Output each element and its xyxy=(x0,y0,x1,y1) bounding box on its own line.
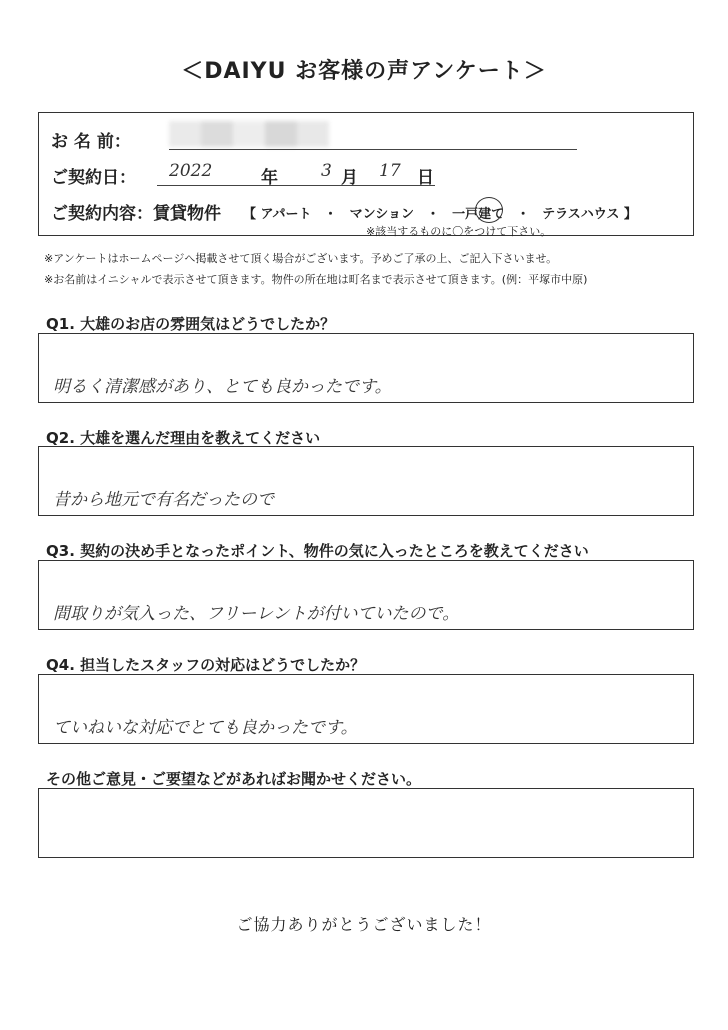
notice-initials: ※お名前はイニシャルで表示させて頂きます。物件の所在地は町名まで表示させて頂きます。(例：平塚市中原) xyxy=(44,273,588,286)
answer-1-text: 明るく清潔感があり、とても良かったです。 xyxy=(53,377,392,397)
year-label: 年 xyxy=(261,168,278,188)
question-3: Q3. 契約の決め手となったポイント、物件の気に入ったところを教えてください xyxy=(46,542,589,560)
thank-you-message: ご協力ありがとうございました！ xyxy=(236,915,492,934)
answer-box-other xyxy=(38,788,694,858)
date-underline xyxy=(157,185,435,186)
answer-2-text: 昔から地元で有名だったので xyxy=(53,490,274,510)
question-other: その他ご意見・ご要望などがあればお聞かせください。 xyxy=(46,770,422,788)
selection-circle xyxy=(475,197,503,223)
survey-title: ＜DAIYU お客様の声アンケート＞ xyxy=(181,59,547,84)
answer-box-3 xyxy=(38,560,694,630)
option-separator: ・ xyxy=(426,207,440,222)
name-label: お 名 前： xyxy=(51,132,131,152)
redacted-name xyxy=(169,121,329,147)
answer-3-text: 間取りが気入った、フリーレントが付いていたので。 xyxy=(53,604,460,624)
notice-publication: ※アンケートはホームページへ掲載させて頂く場合がございます。予めご了承の上、ご記入下さいませ。 xyxy=(44,252,558,265)
property-type-options xyxy=(239,203,641,222)
answer-box-2 xyxy=(38,446,694,516)
contract-year: 2022 xyxy=(169,161,213,181)
answer-4-text: ていねいな対応でとても良かったです。 xyxy=(53,718,358,738)
month-label: 月 xyxy=(341,168,358,188)
option-mansion: マンション xyxy=(349,207,414,222)
day-label: 日 xyxy=(417,168,434,188)
contract-day: 17 xyxy=(379,161,401,181)
selection-note: ※該当するものに〇をつけて下さい。 xyxy=(366,225,552,238)
answer-box-4 xyxy=(38,674,694,744)
question-4: Q4. 担当したスタッフの対応はどうでしたか？ xyxy=(46,656,366,674)
option-terrace-house: テラスハウス 】 xyxy=(542,207,637,222)
question-1: Q1. 大雄のお店の雰囲気はどうでしたか？ xyxy=(46,315,336,333)
name-underline xyxy=(169,149,577,150)
contract-month: 3 xyxy=(321,161,332,181)
option-separator: ・ xyxy=(324,207,338,222)
question-2: Q2. 大雄を選んだ理由を教えてください xyxy=(46,429,321,447)
contract-date-label: ご契約日： xyxy=(51,168,136,188)
option-detached-house: 一戸建て xyxy=(452,207,505,222)
customer-info-box xyxy=(38,112,694,236)
answer-box-1 xyxy=(38,333,694,403)
option-separator: ・ xyxy=(516,207,530,222)
contract-type-label: ご契約内容：賃貸物件 xyxy=(51,204,221,224)
option-apartment: 【 アパート xyxy=(243,207,312,222)
